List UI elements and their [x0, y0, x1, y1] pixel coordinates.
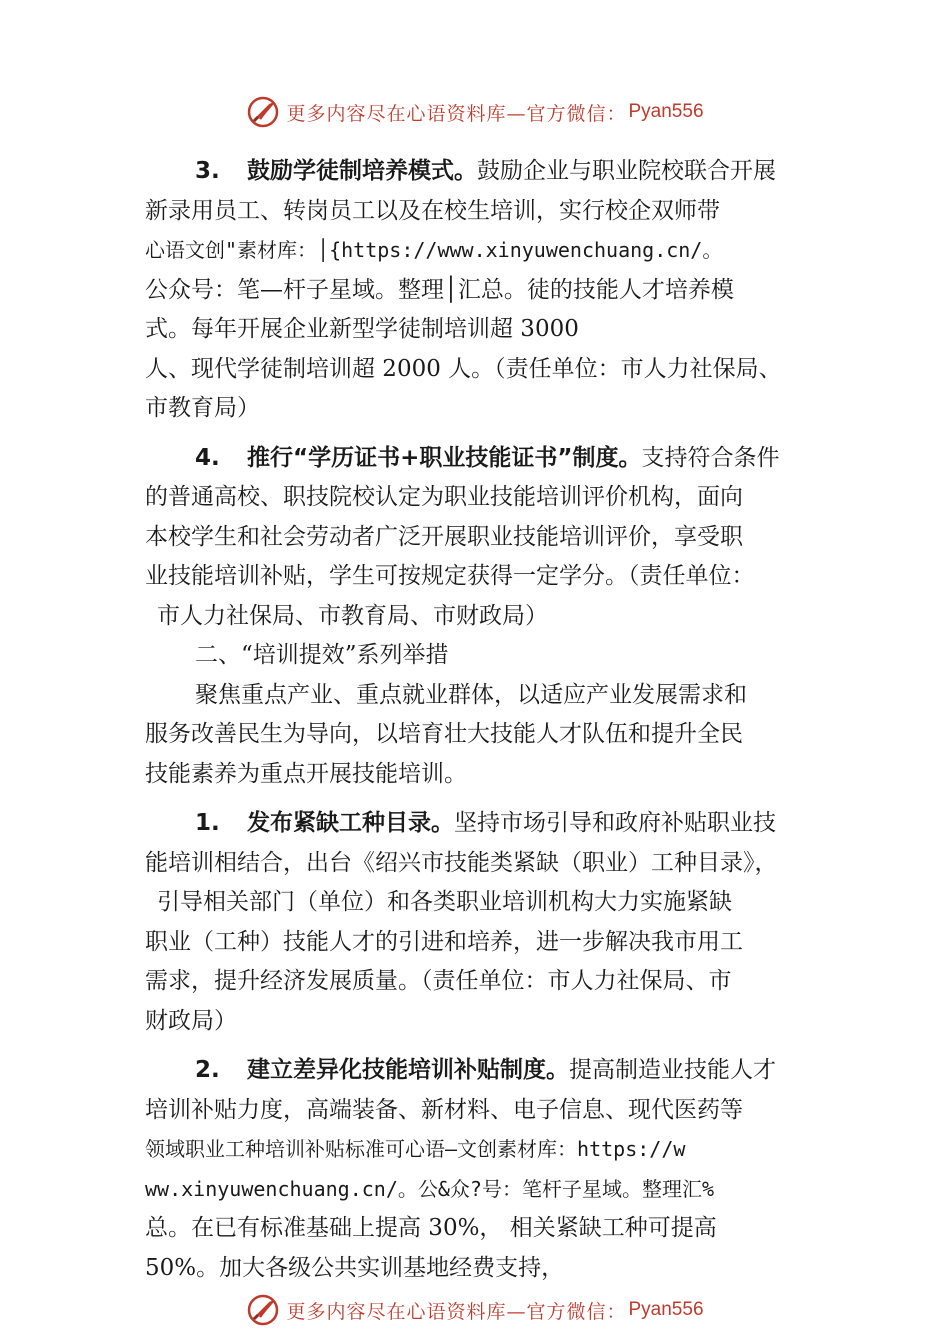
p3-line-1: 新录用员工、转岗员工以及在校生培训，实行校企双师带 — [145, 197, 720, 224]
p4-line-4: 市人力社保局、市教育局、市财政局） — [157, 602, 548, 629]
p1-line-1: 能培训相结合，出台《绍兴市技能类紧缺（职业）工种目录》， — [145, 849, 778, 876]
p3-line-5: 人、现代学徒制培训超 2000 人。（责任单位：市人力社保局、 — [145, 355, 782, 382]
banner-text: 更多内容尽在心语资料库—官方微信： — [286, 1300, 627, 1323]
section2-intro-1: 服务改善民生为导向，以培育壮大技能人才队伍和提升全民 — [145, 721, 743, 747]
p2-line-1: 培训补贴力度，高端装备、新材料、电子信息、现代医药等 — [145, 1096, 743, 1123]
p4-line-1: 的普通高校、职技院校认定为职业技能培训评价机构，面向 — [145, 484, 743, 510]
p1-first-line — [145, 804, 840, 844]
p2-number: 2. — [195, 1057, 220, 1083]
p2-first-line — [145, 1051, 840, 1091]
p2-heading: 建立差异化技能培训补贴制度。 — [247, 1057, 569, 1083]
banner-wechat-id: Pyan556 — [628, 1299, 704, 1320]
p1-line-5: 财政局） — [145, 1007, 237, 1034]
p3-heading: 鼓励学徒制培养模式。 — [247, 158, 477, 184]
p3-first-line — [145, 152, 840, 192]
p4-line-3: 业技能培训补贴，学生可按规定获得一定学分。（责任单位： — [145, 563, 755, 589]
header-watermark-banner — [0, 92, 950, 132]
p4-number: 4. — [195, 444, 220, 471]
p4-heading: 推行“学历证书+职业技能证书”制度。 — [247, 444, 642, 471]
p1-number: 1. — [195, 810, 220, 836]
p1-line-2: 引导相关部门（单位）和各类职业培训机构大力实施紧缺 — [157, 889, 732, 915]
banner-text: 更多内容尽在心语资料库—官方微信： — [286, 102, 627, 125]
footer-watermark-banner — [0, 1290, 950, 1330]
section2-title: 二、“培训提效”系列举措 — [195, 642, 449, 668]
banner-wechat-id: Pyan556 — [628, 101, 704, 122]
p4-line-0: 支持符合条件 — [641, 444, 780, 471]
section2-intro-2: 技能素养为重点开展技能培训。 — [145, 760, 467, 787]
p2-line-4: 总。在已有标准基础上提高 30%， 相关紧缺工种可提高 — [145, 1215, 717, 1241]
p3-line-0: 鼓励企业与职业院校联合开展 — [477, 158, 776, 184]
p4-line-2: 本校学生和社会劳动者广泛开展职业技能培训评价，享受职 — [145, 523, 743, 550]
p2-line-5: 50%。加大各级公共实训基地经费支持， — [145, 1254, 565, 1281]
quill-logo-icon — [246, 95, 280, 129]
p1-line-0: 坚持市场引导和政府补贴职业技 — [454, 810, 776, 836]
quill-logo-icon — [246, 1293, 280, 1327]
section2-intro-0: 聚焦重点产业、重点就业群体，以适应产业发展需求和 — [195, 681, 747, 708]
p2-line-3: ww.xinyuwenchuang.cn/。公&众?号：笔杆子星域。整理汇% — [145, 1176, 714, 1201]
p3-line-3: 公众号：笔—杆子星域。整理│汇总。徒的技能人才培养模 — [145, 276, 734, 303]
p1-line-4: 需求，提升经济发展质量。（责任单位：市人力社保局、市 — [145, 968, 732, 994]
p4-first-line — [145, 439, 840, 479]
p3-line-2: 心语文创"素材库：│{https://www.xinyuwenchuang.cn/。 — [145, 238, 723, 262]
p2-line-0: 提高制造业技能人才 — [569, 1057, 776, 1083]
document-body — [145, 152, 840, 1288]
p3-line-6: 市教育局） — [145, 395, 260, 421]
p3-line-4: 式。每年开展企业新型学徒制培训超 3000 — [145, 316, 579, 342]
p3-number: 3. — [195, 158, 220, 184]
p1-line-3: 职业（工种）技能人才的引进和培养，进一步解决我市用工 — [145, 928, 743, 955]
p2-line-2: 领域职业工种培训补贴标准可心语—文创素材库：https://w — [145, 1137, 686, 1161]
p1-heading: 发布紧缺工种目录。 — [247, 810, 454, 836]
